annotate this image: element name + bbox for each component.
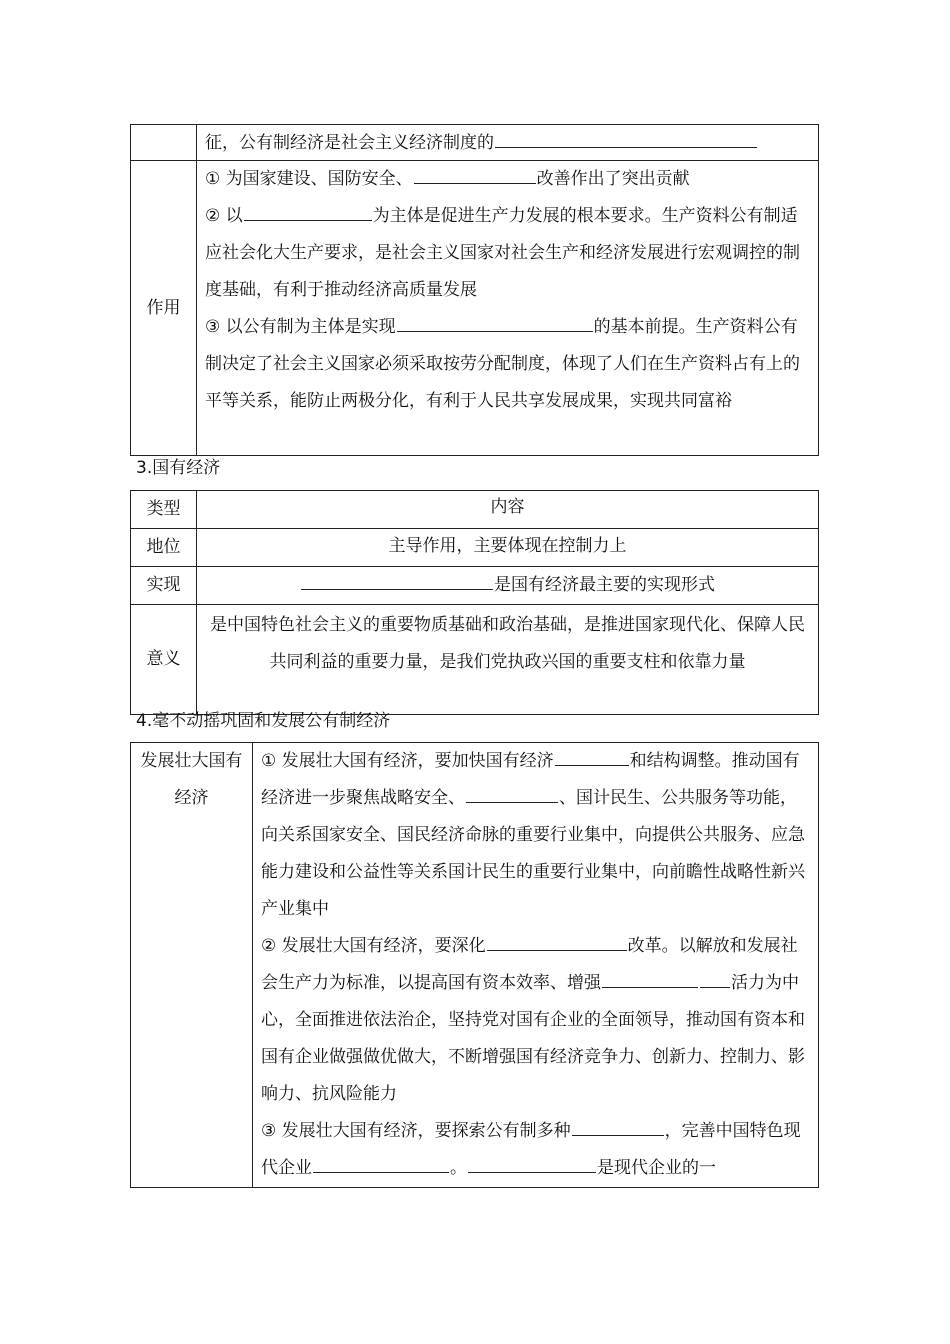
table-row	[131, 605, 819, 715]
answer-blank[interactable]	[487, 928, 627, 951]
state-owned-economy-table	[130, 490, 819, 715]
table-cell	[197, 125, 819, 161]
public-ownership-table	[130, 124, 819, 456]
cell-text: 是国有经济最主要的实现形式	[494, 575, 715, 595]
answer-blank[interactable]	[602, 965, 698, 988]
table-row	[131, 743, 819, 1188]
paragraph-text: 改革。以解放和发展社会生产力为标准，以提高国有资本效率、增强	[261, 936, 798, 993]
row-label: 意义	[131, 605, 197, 715]
paragraph	[261, 743, 810, 928]
paragraph-text: 。	[450, 1158, 467, 1178]
paragraph-text: ① 为国家建设、国防安全、	[205, 169, 413, 189]
answer-blank[interactable]	[700, 965, 730, 988]
table-cell: 主导作用，主要体现在控制力上	[197, 529, 819, 567]
section-heading: 4.毫不动摇巩固和发展公有制经济	[136, 711, 391, 731]
paragraph	[205, 198, 810, 309]
paragraph-text: ③ 发展壮大国有经济，要探索公有制多种	[261, 1121, 571, 1141]
answer-blank[interactable]	[313, 1150, 449, 1173]
table-cell	[253, 743, 819, 1188]
table-row	[131, 529, 819, 567]
paragraph-text: 的基本前提。生产资料公有制决定了社会主义国家必须采取按劳分配制度，体现了人们在生产资料占有上的平等关系，能防止两极分化，有利于人民共享发展成果，实现共同富裕	[205, 317, 800, 411]
row-label: 地位	[131, 529, 197, 567]
paragraph	[205, 309, 810, 420]
paragraph-text: 和结构调整。推动国有经济进一步聚焦战略安全、	[261, 751, 800, 808]
answer-blank[interactable]	[495, 125, 757, 148]
answer-blank[interactable]	[468, 1150, 596, 1173]
answer-blank[interactable]	[244, 198, 372, 221]
answer-blank[interactable]	[301, 567, 493, 590]
paragraph-text: 是现代企业的一	[597, 1158, 716, 1178]
answer-blank[interactable]	[414, 161, 536, 184]
paragraph-text: 改善作出了突出贡献	[536, 169, 690, 189]
table-row	[131, 567, 819, 605]
row-label: 实现	[131, 567, 197, 605]
table-cell: 是中国特色社会主义的重要物质基础和政治基础，是推进国家现代化、保障人民共同利益的重要力量，是我们党执政兴国的重要支柱和依靠力量	[197, 605, 819, 715]
table-header-row	[131, 491, 819, 529]
header-type: 类型	[131, 491, 197, 529]
row-label: 作用	[131, 161, 197, 456]
section-heading: 3.国有经济	[136, 458, 221, 478]
paragraph-text: 、国计民生、公共服务等功能，向关系国家安全、国民经济命脉的重要行业集中，向提供公共服务、应急能力建设和公益性等关系国计民生的重要行业集中，向前瞻性战略性新兴产业集中	[261, 788, 805, 919]
paragraph-text: ② 以	[205, 206, 243, 226]
paragraph	[261, 1113, 810, 1187]
table-row	[131, 125, 819, 161]
paragraph-text: ② 发展壮大国有经济，要深化	[261, 936, 486, 956]
answer-blank[interactable]	[555, 743, 629, 766]
paragraph-text: 活力为中心，全面推进依法治企，坚持党对国有企业的全面领导，推动国有资本和国有企业做强做优做大，不断增强国有经济竞争力、创新力、控制力、影响力、抗风险能力	[261, 973, 805, 1104]
row-label: 发展壮大国有经济	[131, 743, 253, 1188]
table-cell	[197, 161, 819, 456]
answer-blank[interactable]	[397, 309, 593, 332]
table-cell	[197, 567, 819, 605]
table-row	[131, 161, 819, 456]
empty-cell	[131, 125, 197, 161]
answer-blank[interactable]	[466, 780, 558, 803]
paragraph-text: ③ 以公有制为主体是实现	[205, 317, 396, 337]
paragraph	[205, 161, 810, 198]
develop-public-economy-table	[130, 742, 819, 1188]
paragraph-text: ，完善中国特色现代企业	[261, 1121, 801, 1178]
header-content: 内容	[197, 491, 819, 529]
paragraph-text: 为主体是促进生产力发展的根本要求。生产资料公有制适应社会化大生产要求，是社会主义国家对社会生产和经济发展进行宏观调控的制度基础，有利于推动经济高质量发展	[205, 206, 800, 300]
paragraph-text: ① 发展壮大国有经济，要加快国有经济	[261, 751, 554, 771]
paragraph	[261, 928, 810, 1113]
answer-blank[interactable]	[572, 1113, 664, 1136]
cell-text: 征，公有制经济是社会主义经济制度的	[205, 133, 494, 153]
